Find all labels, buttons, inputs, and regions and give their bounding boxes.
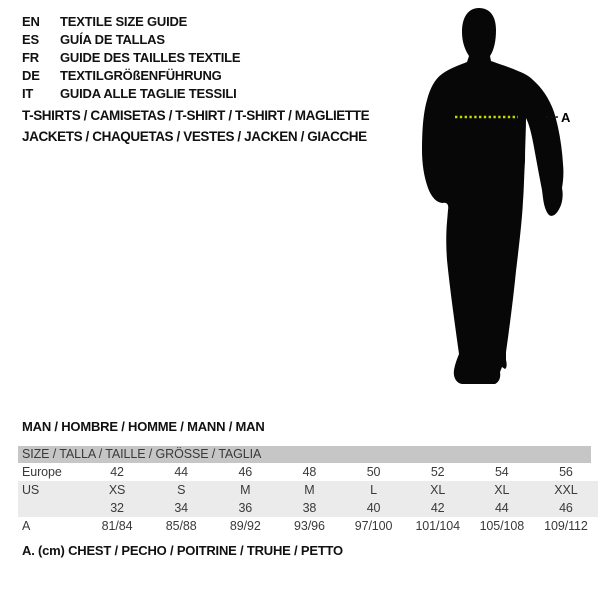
- language-row-it: [22, 85, 240, 103]
- size-cell: 42: [430, 501, 445, 515]
- language-label: TEXTILE SIZE GUIDE: [60, 14, 188, 29]
- size-cell: 54: [494, 465, 509, 479]
- size-cell: 56: [559, 465, 573, 479]
- table-row: [18, 499, 598, 517]
- size-cell: 52: [430, 465, 445, 479]
- size-cell: 40: [366, 501, 381, 515]
- size-cell: 32: [110, 501, 124, 515]
- language-code: EN: [22, 14, 40, 29]
- language-row-es: [22, 31, 240, 49]
- size-cell: 38: [302, 501, 317, 515]
- category-line-jackets: JACKETS / CHAQUETAS / VESTES / JACKEN / GIACCHE: [22, 128, 367, 144]
- size-cell: XXL: [554, 483, 578, 497]
- size-cell: S: [177, 483, 186, 497]
- row-label: [18, 499, 85, 517]
- size-cell: L: [370, 483, 377, 497]
- language-code: FR: [22, 50, 39, 65]
- size-table: [18, 446, 598, 535]
- size-cell: 46: [559, 501, 573, 515]
- man-silhouette-svg: [405, 0, 580, 400]
- size-cell: 93/96: [294, 519, 325, 533]
- language-guide-list: [22, 13, 240, 103]
- language-row-fr: [22, 49, 240, 67]
- man-silhouette: [422, 8, 563, 384]
- row-label: Europe: [22, 465, 62, 479]
- language-label: GUIDE DES TAILLES TEXTILE: [60, 50, 241, 65]
- size-cell: 50: [366, 465, 381, 479]
- language-code: DE: [22, 68, 40, 83]
- size-cell: 97/100: [354, 519, 393, 533]
- table-row: [18, 463, 598, 481]
- garment-categories: [22, 106, 369, 147]
- row-label: US: [22, 483, 40, 497]
- size-cell: M: [304, 483, 315, 497]
- size-cell: XL: [430, 483, 446, 497]
- language-label: TEXTILGRÖßENFÜHRUNG: [60, 68, 222, 83]
- size-cell: M: [240, 483, 251, 497]
- size-cell: XL: [494, 483, 510, 497]
- language-code: ES: [22, 32, 39, 47]
- size-cell: 42: [110, 465, 124, 479]
- size-cell: 101/104: [415, 519, 460, 533]
- size-table-header: SIZE / TALLA / TAILLE / GRÖSSE / TAGLIA: [18, 446, 591, 463]
- category-line-tshirts: T-SHIRTS / CAMISETAS / T-SHIRT / T-SHIRT / MAGLIETTE: [22, 108, 370, 123]
- size-cell: XS: [108, 483, 126, 497]
- size-cell: 105/108: [479, 519, 525, 533]
- language-code: IT: [22, 86, 34, 101]
- man-silhouette-figure: [405, 0, 580, 400]
- language-row-de: [22, 67, 240, 85]
- size-cell: 34: [174, 501, 189, 515]
- size-cell: 46: [238, 465, 253, 479]
- size-cell: 44: [494, 501, 509, 515]
- size-cell: 81/84: [101, 519, 133, 533]
- language-label: GUÍA DE TALLAS: [60, 32, 165, 47]
- size-table-body: [18, 463, 598, 535]
- table-row: [18, 517, 598, 535]
- size-cell: 48: [302, 465, 317, 479]
- language-row-en: [22, 13, 240, 31]
- size-cell: 89/92: [229, 519, 261, 533]
- measurement-label-a: A: [561, 110, 571, 125]
- size-cell: 109/112: [544, 519, 588, 533]
- row-label: A: [22, 519, 31, 533]
- size-cell: 44: [174, 465, 189, 479]
- measurement-footnote: A. (cm) CHEST / PECHO / POITRINE / TRUHE / PETTO: [22, 543, 343, 558]
- size-cell: 85/88: [165, 519, 197, 533]
- language-label: GUIDA ALLE TAGLIE TESSILI: [60, 86, 237, 101]
- section-title-man: MAN / HOMBRE / HOMME / MANN / MAN: [22, 419, 265, 434]
- size-cell: 36: [238, 501, 253, 515]
- table-row: [18, 481, 598, 499]
